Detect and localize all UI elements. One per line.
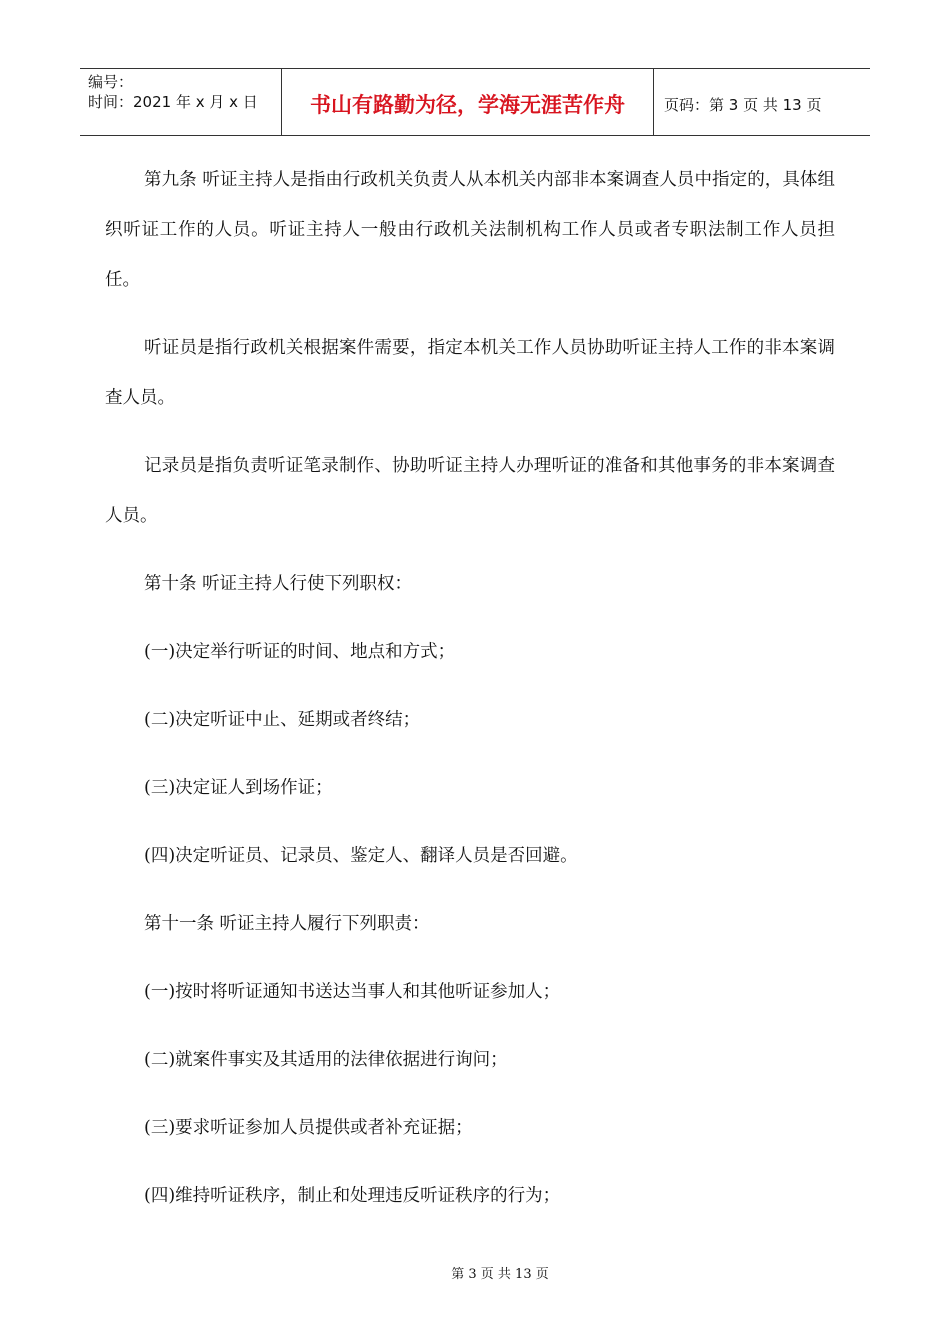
list-item: (四)维持听证秩序，制止和处理违反听证秩序的行为； bbox=[144, 1186, 561, 1206]
document-date-label: 时间：2021 年 x 月 x 日 bbox=[88, 93, 258, 111]
document-body bbox=[105, 155, 835, 1239]
document-header bbox=[80, 68, 870, 136]
paragraph-hearing-officer: 听证员是指行政机关根据案件需要，指定本机关工作人员协助听证主持人工作的非本案调查人员。 bbox=[105, 338, 835, 408]
list-item: (二)就案件事实及其适用的法律依据进行询问； bbox=[144, 1050, 508, 1070]
header-page-label: 页码：第 3 页 共 13 页 bbox=[664, 95, 822, 114]
list-item: (三)要求听证参加人员提供或者补充证据； bbox=[144, 1118, 473, 1138]
list-item: (四)决定听证员、记录员、鉴定人、翻译人员是否回避。 bbox=[144, 846, 578, 866]
header-motto: 书山有路勤为径，学海无涯苦作舟 bbox=[310, 93, 625, 117]
list-item: (一)按时将听证通知书送达当事人和其他听证参加人； bbox=[144, 982, 561, 1002]
paragraph-article-11: 第十一条 听证主持人履行下列职责： bbox=[144, 914, 430, 934]
list-item: (二)决定听证中止、延期或者终结； bbox=[144, 710, 421, 730]
paragraph-article-9: 第九条 听证主持人是指由行政机关负责人从本机关内部非本案调查人员中指定的，具体组织听证工作的人员。听证主持人一般由行政机关法制机构工作人员或者专职法制工作人员担任。 bbox=[105, 170, 835, 290]
document-number-label: 编号： bbox=[88, 73, 134, 91]
header-meta-cell bbox=[80, 69, 282, 135]
header-page-cell bbox=[654, 69, 870, 135]
page-footer bbox=[0, 1263, 950, 1282]
list-item: (一)决定举行听证的时间、地点和方式； bbox=[144, 642, 456, 662]
paragraph-recorder: 记录员是指负责听证笔录制作、协助听证主持人办理听证的准备和其他事务的非本案调查人员。 bbox=[105, 456, 835, 526]
list-item: (三)决定证人到场作证； bbox=[144, 778, 333, 798]
header-motto-cell bbox=[282, 69, 654, 135]
paragraph-article-10: 第十条 听证主持人行使下列职权： bbox=[144, 574, 413, 594]
footer-page-number: 第 3 页 共 13 页 bbox=[451, 1267, 549, 1282]
